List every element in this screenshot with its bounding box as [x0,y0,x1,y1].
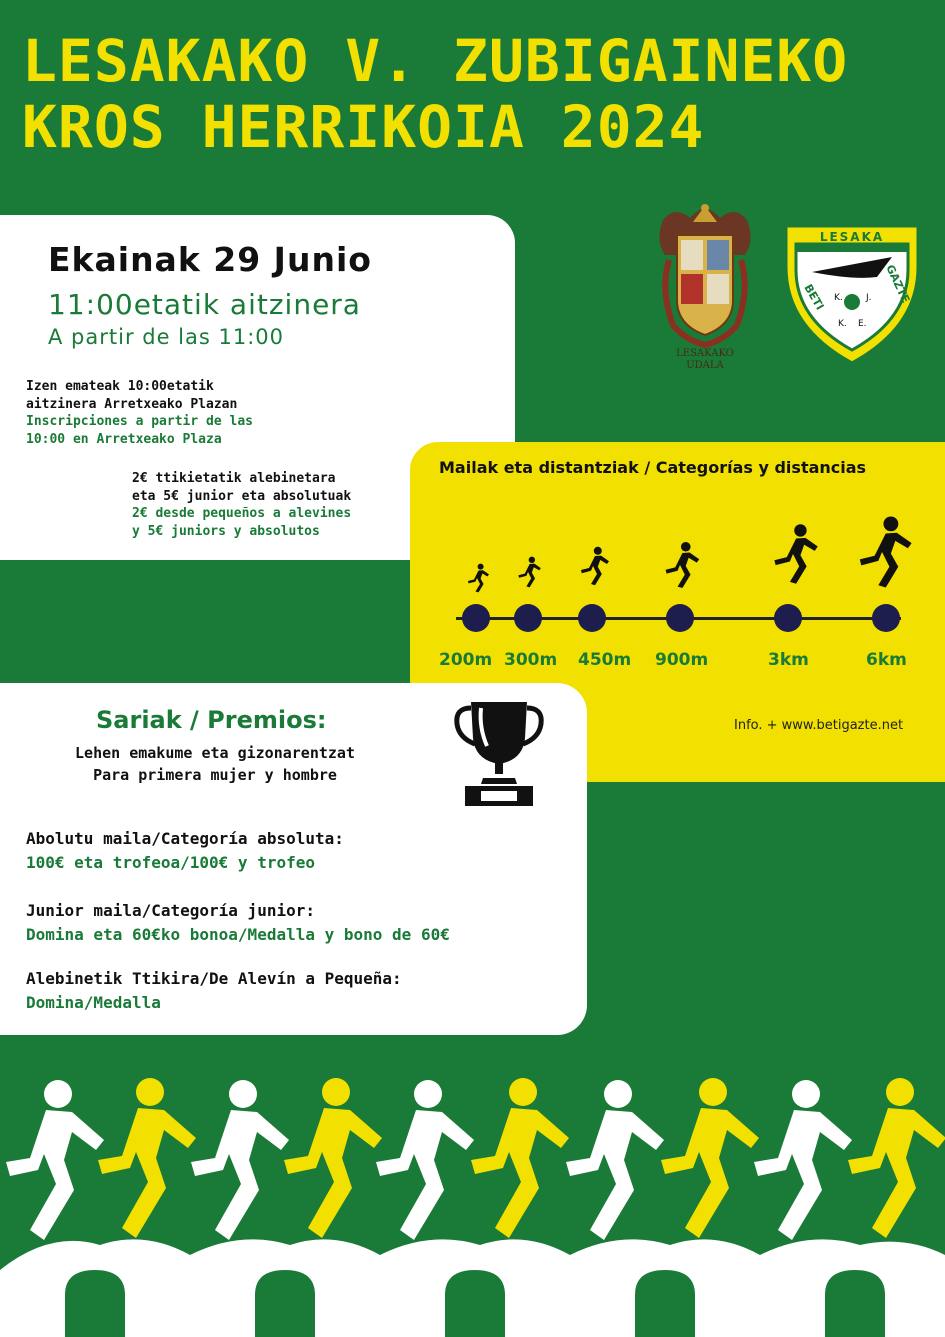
svg-text:UDALA: UDALA [686,360,724,371]
absolute-category-prize: 100€ eta trofeoa/100€ y trofeo [26,853,315,872]
svg-text:BETI: BETI [801,282,827,313]
registration-text [26,378,326,448]
svg-text:K.: K. [834,293,843,303]
prizes-subtitle-es: Para primera mujer y hombre [93,766,337,784]
fee-es-2: y 5€ juniors y absolutos [132,523,320,539]
distance-label: 450m [578,650,632,670]
distance-marker [774,604,802,632]
distance-label: 3km [768,650,809,670]
categories-title: Mailak eta distantziak / Categorías y distancias [439,458,867,477]
runner-icon [762,518,824,590]
prizes-subtitle-eu: Lehen emakume eta gizonarentzat [75,744,355,762]
svg-text:E.: E. [858,319,867,329]
title-line-2: KROS HERRIKOIA 2024 [22,93,705,161]
distance-label: 6km [866,650,907,670]
event-time-eu: 11:00etatik aitzinera [48,288,361,321]
registration-es-2: 10:00 en Arretxeako Plaza [26,431,222,447]
fee-text [132,470,422,540]
svg-text:K.: K. [838,319,847,329]
distance-marker [872,604,900,632]
poster-title [22,28,932,160]
distance-marker [462,604,490,632]
distance-marker [666,604,694,632]
runner-icon [573,545,613,587]
registration-eu-1: Izen emateak 10:00etatik [26,379,214,394]
distance-label: 300m [504,650,558,670]
svg-text:J.: J. [866,293,872,303]
kids-category-label: Alebinetik Ttikira/De Alevín a Pequeña: [26,969,402,988]
distance-marker [578,604,606,632]
fee-eu-1: 2€ ttikietatik alebinetara [132,471,336,486]
absolute-category-label: Abolutu maila/Categoría absoluta: [26,829,344,848]
junior-category-prize: Domina eta 60€ko bonoa/Medalla y bono de 60€ [26,925,450,944]
trophy-icon [453,698,545,810]
distance-marker [514,604,542,632]
runner-icon [462,563,492,593]
registration-eu-2: aitzinera Arretxeako Plazan [26,396,238,412]
club-shield-logo [782,222,922,367]
event-time-es: A partir de las 11:00 [48,325,285,349]
junior-category-label: Junior maila/Categoría junior: [26,901,315,920]
bottom-runners-illustration [0,1070,945,1337]
distance-label: 900m [655,650,709,670]
kids-category-prize: Domina/Medalla [26,993,161,1012]
fee-eu-2: eta 5€ junior eta absolutuak [132,488,352,504]
prizes-title: Sariak / Premios: [96,706,327,734]
distance-label: 200m [439,650,493,670]
council-name-text: LESAKAKO [676,348,734,359]
club-name-text: LESAKA [819,230,885,244]
runner-icon [512,556,544,588]
svg-text:GAZTE: GAZTE [883,262,913,306]
event-date: Ekainak 29 Junio [48,240,372,279]
council-coat-of-arms-logo [655,200,755,375]
registration-es-1: Inscripciones a partir de las [26,414,253,429]
info-website[interactable]: Info. + www.betigazte.net [734,718,904,733]
fee-es-1: 2€ desde pequeños a alevines [132,506,352,521]
runner-icon [656,540,704,590]
title-line-1: LESAKAKO V. ZUBIGAINEKO [22,27,849,95]
runner-icon [845,503,919,601]
